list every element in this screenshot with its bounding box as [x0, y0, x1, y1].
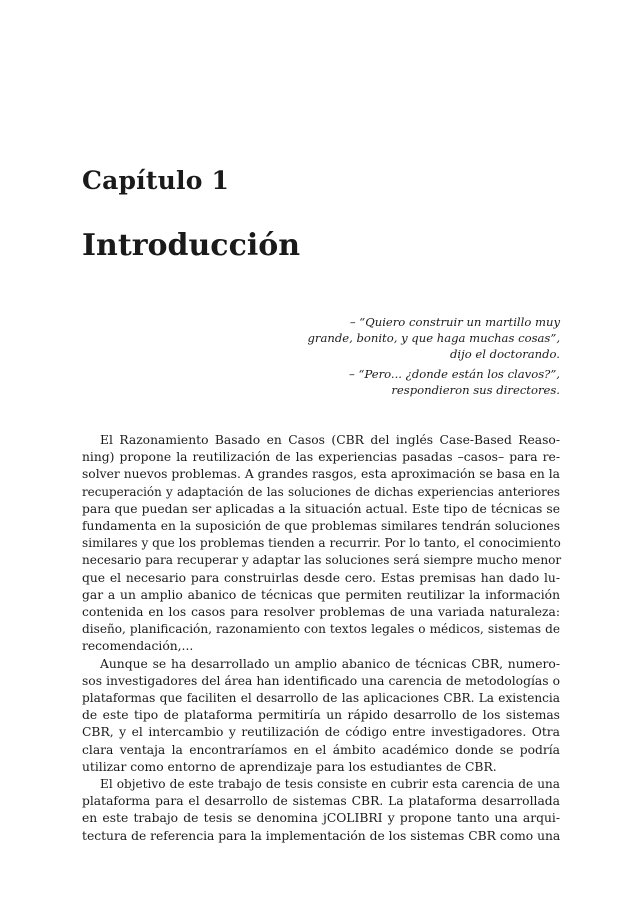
text-line: recomendación,...: [82, 639, 194, 654]
text-line: recuperación y adaptación de las soluciones de dichas experiencias anteriores: [82, 484, 560, 499]
epigraph-line: dijo el doctorando.: [450, 347, 560, 361]
text-line: solver nuevos problemas. A grandes rasgos, esta aproximación se basa en la: [82, 467, 560, 482]
text-line: de este tipo de plataforma permitiría un rápido desarrollo de los sistemas: [82, 708, 560, 723]
chapter-label: Capítulo 1: [82, 166, 230, 195]
text-line: tectura de referencia para la implementación de los sistemas CBR como una: [82, 828, 561, 843]
text-line: diseño, planificación, razonamiento con textos legales o médicos, sistemas de: [82, 622, 560, 637]
epigraph-line: respondieron sus directores.: [391, 383, 560, 397]
paragraph: [82, 432, 560, 656]
text-line: utilizar como entorno de aprendizaje para los estudiantes de CBR.: [82, 759, 497, 774]
text-line: para que puedan ser aplicadas a la situación actual. Este tipo de técnicas se: [82, 501, 560, 516]
text-line: gar a un amplio abanico de técnicas que permiten reutilizar la información: [82, 587, 560, 602]
epigraph-line: grande, bonito, y que haga muchas cosas”,: [307, 331, 560, 345]
text-line: El objetivo de este trabajo de tesis consiste en cubrir esta carencia de una: [100, 777, 560, 792]
epigraph-quote: [260, 366, 560, 398]
epigraph-quote: [260, 314, 560, 362]
text-line: necesario para recuperar y adaptar las soluciones será siempre mucho menor: [82, 553, 562, 568]
epigraph: [260, 314, 560, 398]
chapter-title: Introducción: [82, 228, 301, 263]
text-line: fundamenta en la suposición de que problemas similares tendrán soluciones: [82, 519, 560, 534]
text-line: ning) propone la reutilización de las experiencias pasadas –casos– para re-: [82, 450, 560, 465]
epigraph-line: – “Quiero construir un martillo muy: [349, 315, 560, 329]
text-line: que el necesario para construirlas desde cero. Estas premisas han dado lu-: [82, 570, 560, 585]
text-line: Aunque se ha desarrollado un amplio abanico de técnicas CBR, numero-: [100, 656, 560, 671]
text-line: El Razonamiento Basado en Casos (CBR del inglés Case-Based Reaso-: [100, 433, 560, 447]
paragraph: [82, 776, 560, 845]
paragraph: [82, 656, 560, 776]
text-line: plataformas que faciliten el desarrollo de las aplicaciones CBR. La existencia: [82, 691, 560, 706]
text-line: clara ventaja la encontraríamos en el ámbito académico donde se podría: [82, 742, 560, 757]
text-line: CBR, y el intercambio y reutilización de código entre investigadores. Otra: [82, 725, 560, 740]
text-line: sos investigadores del área han identificado una carencia de metodologías o: [82, 673, 560, 688]
epigraph-line: – “Pero... ¿donde están los clavos?”,: [349, 367, 560, 381]
text-line: similares y que los problemas tienden a recurrir. Por lo tanto, el conocimiento: [82, 536, 561, 551]
text-line: plataforma para el desarrollo de sistemas CBR. La plataforma desarrollada: [82, 794, 560, 809]
text-line: contenida en los casos para resolver problemas de una variada naturaleza:: [82, 605, 560, 620]
text-line: en este trabajo de tesis se denomina jCOLIBRI y propone tanto una arqui-: [82, 811, 560, 826]
body-text: [82, 432, 560, 845]
